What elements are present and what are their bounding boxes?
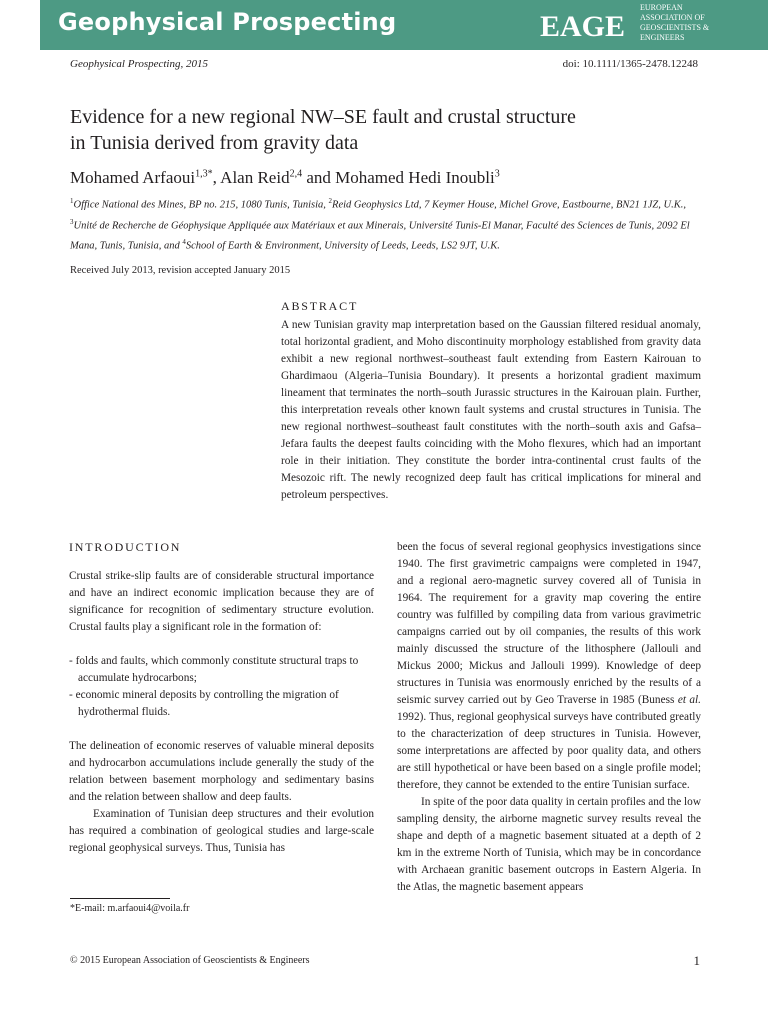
copyright: © 2015 European Association of Geoscientists & Engineers xyxy=(70,955,310,966)
right-column xyxy=(397,539,701,896)
paragraph: In spite of the poor data quality in certain profiles and the low sampling density, the airborne magnetic survey results reveal the shape and depth of a magnetic basement situated at a depth of 2 km in the extreme North of Tunisia, which may be in concordance with Archaean granitic basement outcrops in Eastern Algeria. In the Atlas, the magnetic basement appears xyxy=(397,796,701,893)
paragraph: Examination of Tunisian deep structures and their evolution has required a combination of geological studies and large-scale regional geophysical surveys. Thus, Tunisia has xyxy=(69,808,374,854)
author-name: Mohamed Hedi Inoubli xyxy=(335,168,495,187)
paragraph-text: been the focus of several regional geophysics investigations since 1940. The first gravimetric campaigns were completed in 1947, and a regional aero-magnetic survey covered all of Tunisia in 1964. The requirement for a gravity map covering the entire country was fulfilled by compiling data from various gravimetric campaigns carried out by oil companies, the results of this work mainly discussed the structure of the lithosphere (Jallouli and Mickus 2000; Mickus and Jallouli 1999). Knowledge of deep structures in Tunisia was enormously enriched by the results of a seismic survey carried out by Geo Traverse in 1985 (Buness xyxy=(397,541,701,706)
affiliation-text: Unité de Recherche de Géophysique Appliquée aux Matériaux et aux Minerais, Université Tunis-El Manar, Faculté des Sciences de Tunis, 2092 El Mana, Tunis, Tunisia, and xyxy=(70,220,690,252)
list-item: - folds and faults, which commonly constitute structural traps to accumulate hydrocarbons; xyxy=(69,655,359,684)
paragraph: The delineation of economic reserves of valuable mineral deposits and hydrocarbon accumulations include generally the study of the relation between basement morphology and sedimentary basins and the relation between shallow and deep faults. xyxy=(69,740,374,803)
affiliations xyxy=(70,193,700,255)
author-name: Mohamed Arfaoui xyxy=(70,168,196,187)
affiliation-marker: 4 xyxy=(182,238,186,246)
affiliation-text: Reid Geophysics Ltd, 7 Keymer House, Michel Grove, Eastbourne, BN21 1JZ, U.K., xyxy=(332,199,686,211)
publisher-description xyxy=(640,3,764,43)
paragraph-text: 1992). Thus, regional geophysical surveys have contributed greatly to the characterization of deep structures in Tunisia. However, some interpretations are affected by poor quality data, and others are still hypothetical or have been based on a single profile model; therefore, they cannot be extended to the entire Tunisian surface. xyxy=(397,711,701,791)
received-dates: Received July 2013, revision accepted January 2015 xyxy=(70,265,291,276)
publisher-line: GEOSCIENTISTS & xyxy=(640,23,710,32)
publisher-line: EUROPEAN xyxy=(640,3,683,12)
page-number: 1 xyxy=(693,953,700,968)
author-separator: and xyxy=(302,168,336,187)
footnote-divider xyxy=(70,898,170,899)
author-name: Alan Reid xyxy=(220,168,290,187)
journal-logo: Geophysical Prospecting xyxy=(58,8,397,36)
author-separator: , xyxy=(212,168,221,187)
author-affiliation-marker: 1,3* xyxy=(195,168,213,180)
title-line: Evidence for a new regional NW–SE fault and crustal structure xyxy=(70,106,576,128)
affiliation-marker: 3 xyxy=(70,217,74,226)
section-heading-introduction: INTRODUCTION xyxy=(69,540,182,554)
abstract-text: A new Tunisian gravity map interpretation based on the Gaussian filtered residual anomaly, total horizontal gradient, and Moho discontinuity morphology established from gravity data exhibit a new regional northwest–southeast fault extending from Eastern Kairouan to Ghardimaou (Algeria–Tunisia Boundary). It presents a horizontal gradient maximum lineament that terminates the north–south Jurassic structures in the Kairouan plain. Further, this interpretation reveals other known fault systems and crustal structures in Tunisia. The new regional northwest–southeast fault constitutes with the north–south axis and Gafsa–Jefara faults the deepest faults coinciding with the Moho flexures, which had an important role in their initiation. They constitute the border intra-continental crust faults of the Mesozoic rift. The newly recognized deep fault has critical implications for mineral and petroleum perspectives. xyxy=(281,319,701,501)
footnote-email: *E-mail: m.arfaoui4@voila.fr xyxy=(70,903,190,914)
publisher-line: ENGINEERS xyxy=(640,33,685,42)
abstract xyxy=(281,299,701,504)
affiliation-text: School of Earth & Environment, University of Leeds, Leeds, LS2 9JT, U.K. xyxy=(185,240,500,252)
article-title xyxy=(70,104,690,156)
author-list xyxy=(70,168,500,188)
author-affiliation-marker: 2,4 xyxy=(289,168,303,180)
doi: doi: 10.1111/1365-2478.12248 xyxy=(562,58,698,70)
citation-et-al: et al. xyxy=(677,694,701,706)
list-item: - economic mineral deposits by controlling the migration of hydrothermal fluids. xyxy=(69,689,339,718)
bullet-list xyxy=(69,653,374,721)
paragraph xyxy=(397,539,701,794)
title-line: in Tunisia derived from gravity data xyxy=(70,132,359,154)
journal-citation: Geophysical Prospecting, 2015 xyxy=(70,58,208,70)
left-column xyxy=(69,539,374,857)
publisher-line: ASSOCIATION OF xyxy=(640,13,705,22)
affiliation-text: Office National des Mines, BP no. 215, 1080 Tunis, Tunisia, xyxy=(73,199,329,211)
paragraph: Crustal strike-slip faults are of considerable structural importance and have an indirect economic implication because they are of significance for recognition of sedimentary structure evolution. Crustal faults play a significant role in the formation of: xyxy=(69,570,374,633)
journal-banner xyxy=(40,0,768,50)
affiliation-marker: 1 xyxy=(70,197,74,205)
publisher-logo: EAGE xyxy=(540,10,626,43)
abstract-heading: ABSTRACT xyxy=(281,299,359,313)
affiliation-marker: 2 xyxy=(328,197,333,205)
author-affiliation-marker: 3 xyxy=(494,168,500,180)
